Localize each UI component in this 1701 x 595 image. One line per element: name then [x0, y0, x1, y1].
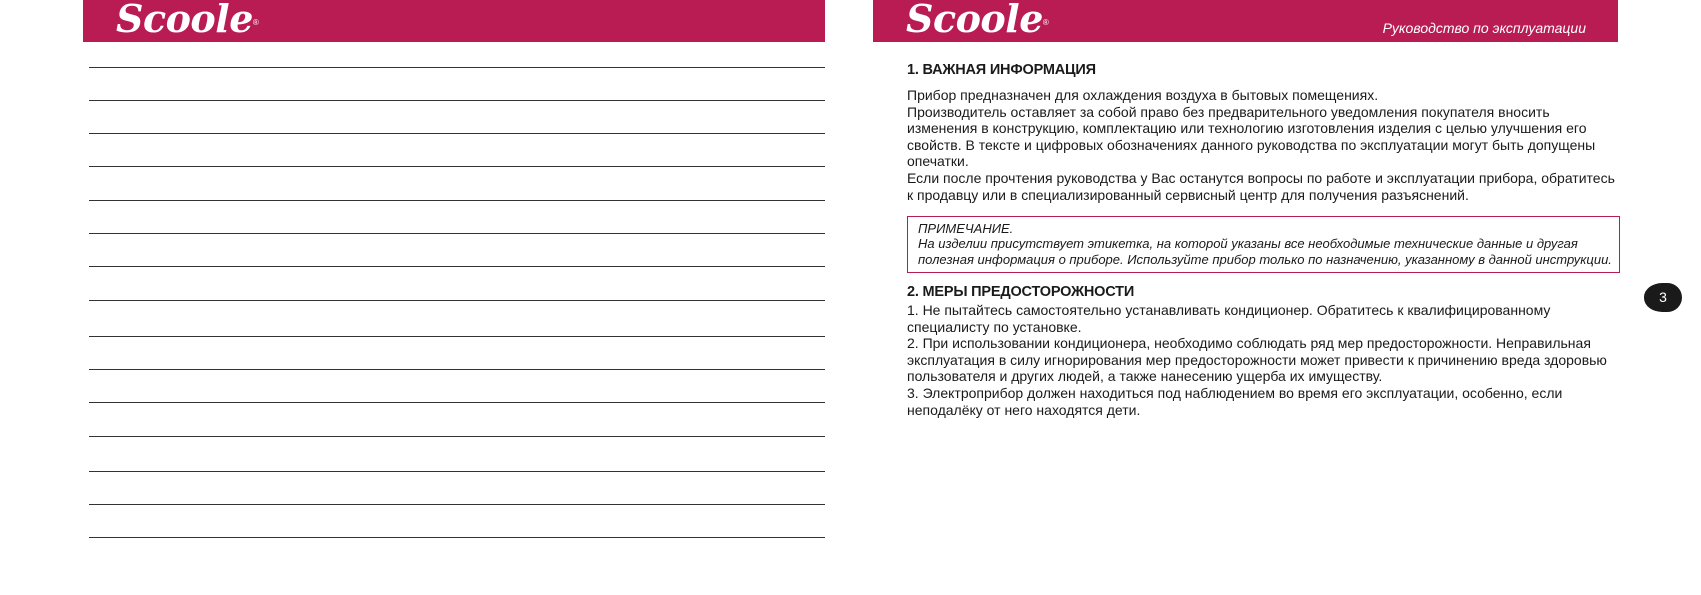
- left-registered-mark: ®: [252, 18, 259, 27]
- notes-line: [89, 504, 825, 505]
- precaution-item: 1. Не пытайтесь самостоятельно устанавливать кондиционер. Обратитесь к квалифицированному специалисту по установке.: [907, 302, 1551, 335]
- notes-line: [89, 200, 825, 201]
- manual-content: [907, 62, 1619, 418]
- notes-line: [89, 436, 825, 437]
- right-registered-mark: ®: [1042, 18, 1049, 27]
- note-box: [907, 216, 1620, 273]
- notes-line: [89, 67, 825, 68]
- left-page: [83, 0, 825, 595]
- right-brand-logo: [906, 0, 1049, 41]
- left-brand-name: Scoole: [116, 0, 253, 41]
- right-header-bar: [873, 0, 1618, 42]
- notes-line: [89, 166, 825, 167]
- section-title-important-info: 1. ВАЖНАЯ ИНФОРМАЦИЯ: [907, 62, 1096, 78]
- precaution-item: 2. При использовании кондиционера, необходимо соблюдать ряд мер предосторожности. Неправильная эксплуатация в силу игнорирования мер предосторожности может привести к причинению вреда здоровью пользователя и других людей, а также нанесению ущерба их имуществу.: [907, 335, 1607, 385]
- right-brand-name: Scoole: [906, 0, 1043, 41]
- manufacturer-paragraph: Производитель оставляет за собой право без предварительного уведомления покупателя вносить изменения в конструкцию, комплектацию или технологию изготовления изделия с целью улучшения его свойств. В тексте и цифровых обозначениях данного руководства по эксплуатации могут быть допущены опечатки.: [907, 103, 1596, 170]
- notes-line: [89, 100, 825, 101]
- questions-paragraph: Если после прочтения руководства у Вас останутся вопросы по работе и эксплуатации прибора, обратитесь к продавцу или в специализированный сервисный центр для получения разъяснений.: [907, 169, 1615, 203]
- note-text: На изделии присутствует этикетка, на которой указаны все необходимые технические данные и другая полезная информация о приборе. Используйте прибор только по назначению, указанному в данной инструкции.: [918, 236, 1612, 267]
- notes-line: [89, 402, 825, 403]
- notes-line: [89, 266, 825, 267]
- header-subtitle: Руководство по эксплуатации: [1382, 20, 1586, 36]
- section-title-precautions: 2. МЕРЫ ПРЕДОСТОРОЖНОСТИ: [907, 284, 1135, 301]
- right-page: [873, 0, 1618, 595]
- note-label: ПРИМЕЧАНИЕ.: [918, 221, 1014, 237]
- precaution-item: 3. Электроприбор должен находиться под наблюдением во время его эксплуатации, особенно, если неподалёку от него находятся дети.: [907, 385, 1563, 418]
- notes-line: [89, 537, 825, 538]
- notes-line: [89, 133, 825, 134]
- notes-line: [89, 471, 825, 472]
- notes-line: [89, 233, 825, 234]
- page-number-badge: 3: [1644, 283, 1682, 312]
- notes-line: [89, 300, 825, 301]
- notes-line: [89, 369, 825, 370]
- intro-paragraph: Прибор предназначен для охлаждения воздуха в бытовых помещениях.: [907, 87, 1379, 103]
- notes-lines: [89, 0, 825, 595]
- notes-line: [89, 336, 825, 337]
